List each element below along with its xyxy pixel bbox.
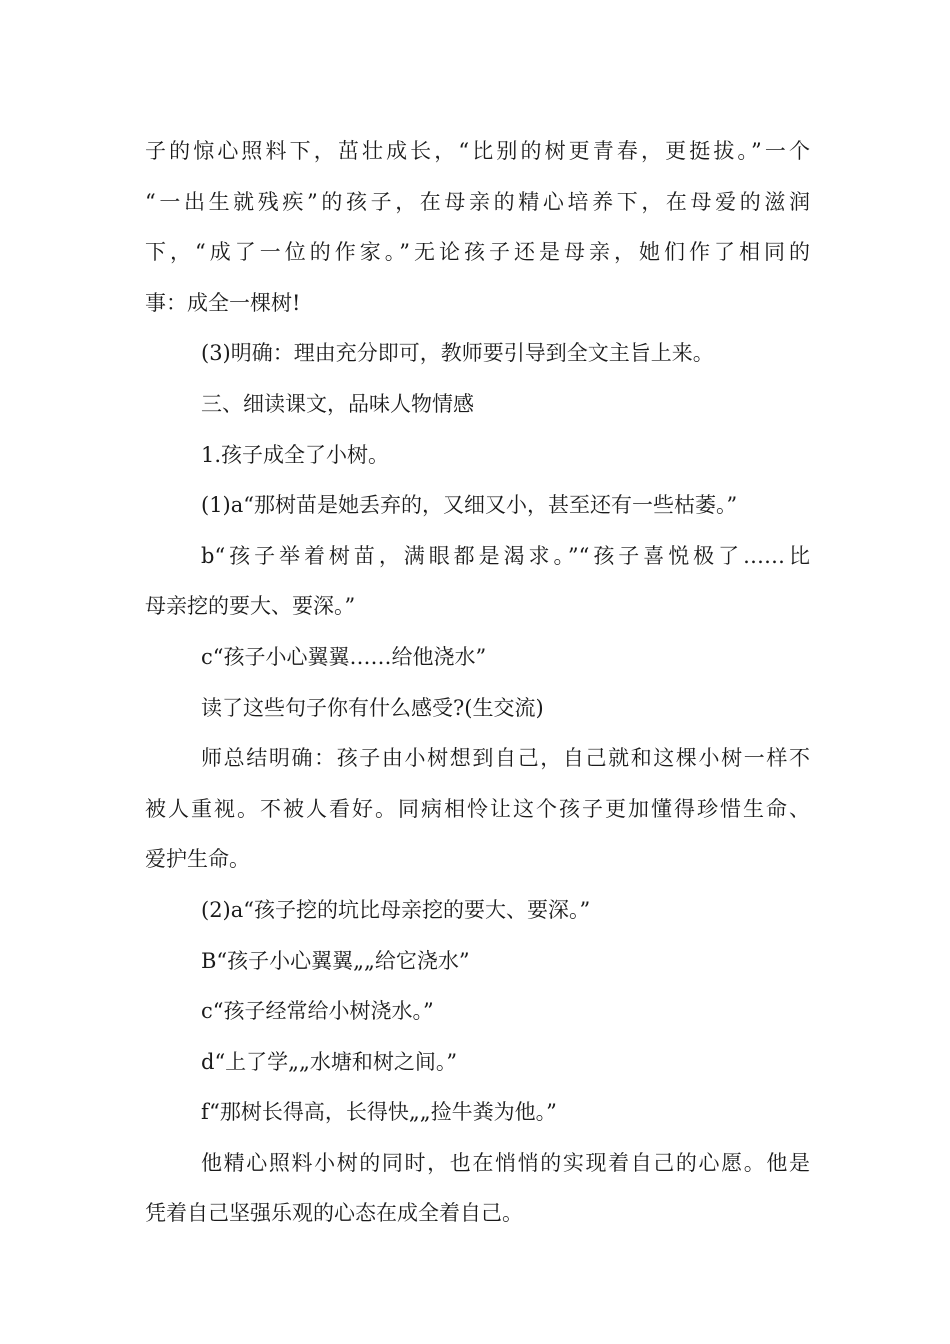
text-line: f“那树长得高，长得快„„捡牛粪为他。”	[201, 1100, 557, 1125]
text-line: (1)a“那树苗是她丢弃的，又细又小，甚至还有一些枯萎。”	[201, 493, 738, 518]
text-line: 子的惊心照料下，茁壮成长，“比别的树更青春，更挺拔。”一个	[145, 139, 810, 163]
text-line: 母亲挖的要大、要深。”	[145, 594, 356, 619]
text-line: d“上了学„„水塘和树之间。”	[201, 1049, 458, 1074]
body-text	[145, 126, 810, 1239]
text-line: 爱护生命。	[145, 847, 250, 872]
text-line: 他精心照料小树的同时，也在悄悄的实现着自己的心愿。他是	[201, 1150, 810, 1175]
text-line: 读了这些句子你有什么感受?(生交流)	[201, 695, 544, 720]
text-line: (3)明确：理由充分即可，教师要引导到全文主旨上来。	[201, 341, 714, 366]
section-heading: 三、细读课文，品味人物情感	[201, 391, 474, 416]
text-line: 被人重视。不被人看好。同病相怜让这个孩子更加懂得珍惜生命、	[145, 796, 810, 821]
text-line: 凭着自己坚强乐观的心态在成全着自己。	[145, 1201, 523, 1226]
text-line: (2)a“孩子挖的坑比母亲挖的要大、要深。”	[201, 897, 591, 922]
text-line: B“孩子小心翼翼„„给它浇水”	[201, 948, 470, 973]
text-line: b“孩子举着树苗，满眼都是渴求。”“孩子喜悦极了……比	[201, 543, 810, 568]
subheading: 1.孩子成全了小树。	[201, 442, 390, 467]
text-line: 下，“成了一位的作家。”无论孩子还是母亲，她们作了相同的	[145, 240, 810, 265]
text-line: “一出生就残疾”的孩子，在母亲的精心培养下，在母爱的滋润	[145, 189, 810, 214]
text-line: 事：成全一棵树!	[145, 290, 301, 315]
text-line: c“孩子经常给小树浇水。”	[201, 999, 434, 1024]
text-line: c“孩子小心翼翼……给他浇水”	[201, 644, 487, 669]
text-line: 师总结明确：孩子由小树想到自己，自己就和这棵小树一样不	[201, 746, 810, 771]
